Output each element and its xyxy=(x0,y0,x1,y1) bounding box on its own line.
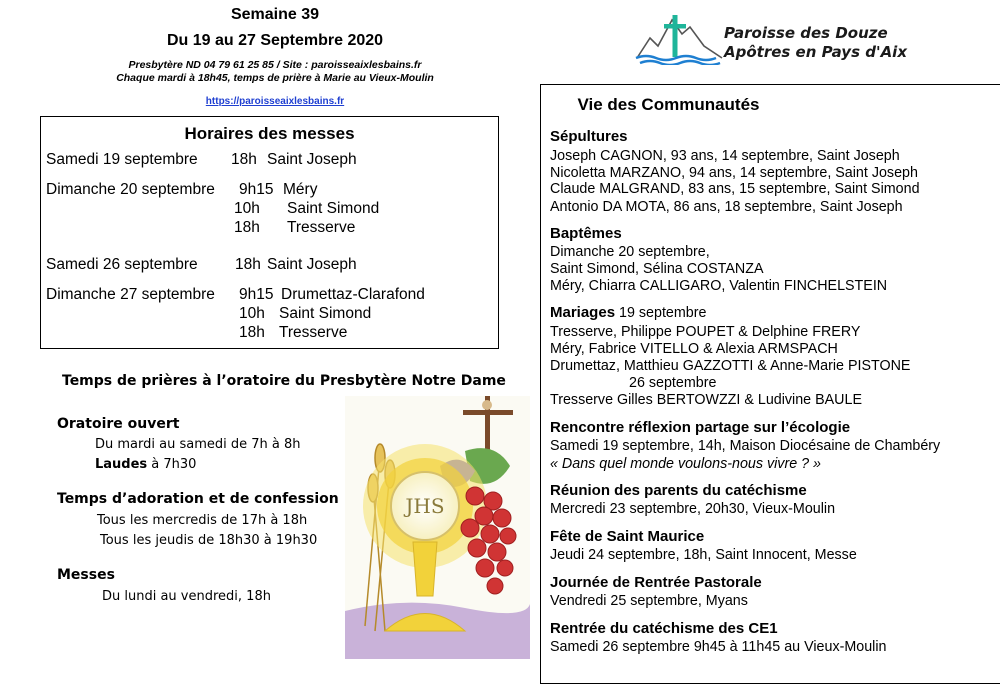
contact-info xyxy=(60,59,490,85)
mass-time: 10h xyxy=(234,200,260,217)
jhs-monogram: JHS xyxy=(405,494,445,518)
mass-time: 18h xyxy=(235,256,261,273)
mass-place: Saint Simond xyxy=(287,200,380,217)
mariages-date: 19 septembre xyxy=(615,305,707,321)
laudes-label: Laudes xyxy=(95,457,148,472)
saint-maurice-details: Jeudi 24 septembre, 18h, Saint Innocent, Messe xyxy=(550,547,857,563)
mass-schedule-title: Horaires des messes xyxy=(184,124,355,143)
eucharist-monstrance-illustration xyxy=(345,396,530,659)
sepultures-heading: Sépultures xyxy=(550,128,628,145)
mariage-entry: Tresserve, Philippe POUPET & Delphine FRERY xyxy=(550,324,861,340)
messes-heading: Messes xyxy=(57,567,115,583)
ecologie-details: Samedi 19 septembre, 14h, Maison Diocésaine de Chambéry xyxy=(550,438,941,454)
ce1-heading: Rentrée du catéchisme des CE1 xyxy=(550,620,778,637)
contact-line-phone-site: Presbytère ND 04 79 61 25 85 / Site : paroisseaixlesbains.fr xyxy=(128,59,422,71)
mass-place: Drumettaz-Clarafond xyxy=(281,286,425,303)
laudes-line xyxy=(95,457,196,472)
mass-place: Saint Simond xyxy=(279,305,372,322)
mass-place: Saint Joseph xyxy=(267,256,357,273)
rentree-pastorale-details: Vendredi 25 septembre, Myans xyxy=(550,593,748,609)
mass-day: Dimanche 27 septembre xyxy=(46,286,215,303)
paroisse-name xyxy=(724,24,907,62)
paroisse-name-line-2: Apôtres en Pays d'Aix xyxy=(724,43,907,61)
mass-time: 18h xyxy=(231,151,257,168)
oratoire-hours: Du mardi au samedi de 7h à 8h xyxy=(95,437,301,452)
baptemes-heading: Baptêmes xyxy=(550,225,622,242)
mariage-entry: Tresserve Gilles BERTOWZZI & Ludivine BAULE xyxy=(550,392,862,408)
mass-day: Samedi 26 septembre xyxy=(46,256,198,273)
laudes-time: à 7h30 xyxy=(147,457,197,472)
week-title: Semaine 39 xyxy=(230,6,320,23)
parents-meeting-heading: Réunion des parents du catéchisme xyxy=(550,482,807,499)
mariages-heading xyxy=(550,304,706,321)
mass-schedule-box xyxy=(40,116,499,349)
ecologie-heading: Rencontre réflexion partage sur l’écologie xyxy=(550,419,851,436)
mariages-heading-label: Mariages xyxy=(550,304,616,321)
mariage-date: 26 septembre xyxy=(629,375,717,391)
mass-time: 10h xyxy=(239,305,265,322)
mariage-entry: Méry, Fabrice VITELLO & Alexia ARMSPACH xyxy=(550,341,838,357)
rentree-pastorale-heading: Journée de Rentrée Pastorale xyxy=(550,574,762,591)
mass-place: Méry xyxy=(283,181,318,198)
sepulture-entry: Nicoletta MARZANO, 94 ans, 14 septembre, Saint Joseph xyxy=(550,165,918,181)
sepulture-entry: Claude MALGRAND, 83 ans, 15 septembre, Saint Simond xyxy=(550,181,920,197)
mass-time: 18h xyxy=(239,324,265,341)
communautes-box xyxy=(540,84,1000,684)
ce1-details: Samedi 26 septembre 9h45 à 11h45 au Vieux-Moulin xyxy=(550,639,887,655)
bapteme-entry: Dimanche 20 septembre, xyxy=(550,244,710,260)
mass-day: Dimanche 20 septembre xyxy=(46,181,215,198)
mass-place: Saint Joseph xyxy=(267,151,357,168)
mariage-entry: Drumettaz, Matthieu GAZZOTTI & Anne-Marie PISTONE xyxy=(550,358,911,374)
ecologie-quote: « Dans quel monde voulons-nous vivre ? » xyxy=(550,456,822,472)
oratoire-heading: Oratoire ouvert xyxy=(57,416,180,432)
parents-meeting-details: Mercredi 23 septembre, 20h30, Vieux-Moulin xyxy=(550,501,836,517)
mass-time: 9h15 xyxy=(239,181,274,198)
mass-place: Tresserve xyxy=(279,324,348,341)
mass-time: 18h xyxy=(234,219,260,236)
website-link[interactable]: https://paroisseaixlesbains.fr xyxy=(205,96,345,107)
mass-day: Samedi 19 septembre xyxy=(46,151,198,168)
date-range: Du 19 au 27 Septembre 2020 xyxy=(166,32,384,49)
adoration-wednesday: Tous les mercredis de 17h à 18h xyxy=(97,513,308,528)
sepulture-entry: Antonio DA MOTA, 86 ans, 18 septembre, Saint Joseph xyxy=(550,199,903,215)
prayer-section-title: Temps de prières à l’oratoire du Presbytère Notre Dame xyxy=(62,373,506,389)
cross-mountains-water-logo xyxy=(634,10,724,65)
adoration-thursday: Tous les jeudis de 18h30 à 19h30 xyxy=(100,533,318,548)
adoration-heading: Temps d’adoration et de confession xyxy=(57,491,339,507)
sepulture-entry: Joseph CAGNON, 93 ans, 14 septembre, Saint Joseph xyxy=(550,148,900,164)
paroisse-name-line-1: Paroisse des Douze xyxy=(724,24,888,42)
contact-line-prayer: Chaque mardi à 18h45, temps de prière à Marie au Vieux-Moulin xyxy=(116,72,434,84)
mass-time: 9h15 xyxy=(239,286,274,303)
communautes-title: Vie des Communautés xyxy=(577,95,760,114)
bapteme-entry: Saint Simond, Sélina COSTANZA xyxy=(550,261,764,277)
saint-maurice-heading: Fête de Saint Maurice xyxy=(550,528,705,545)
mass-place: Tresserve xyxy=(287,219,356,236)
messes-hours: Du lundi au vendredi, 18h xyxy=(102,589,271,604)
bapteme-entry: Méry, Chiarra CALLIGARO, Valentin FINCHELSTEIN xyxy=(550,278,888,294)
